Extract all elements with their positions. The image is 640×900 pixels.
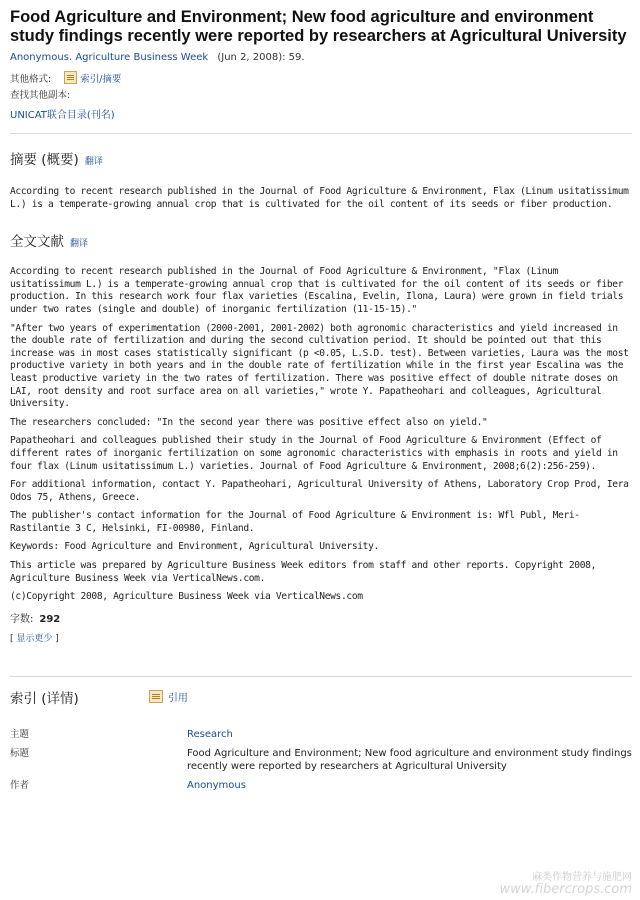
index-key: 作者 <box>10 779 30 791</box>
cite-icon <box>149 690 163 703</box>
divider <box>10 676 632 677</box>
watermark-url: www.fibercrops.com <box>499 882 632 897</box>
article-page <box>10 8 632 795</box>
fulltext-paragraph: The publisher's contact information for the Journal of Food Agriculture & Environment is: Wfl Publ, Meri-Rastilantie 3 C, Helsinki, FI-00980, Finland. <box>10 510 580 534</box>
unicat-link[interactable]: UNICAT联合目录(刊名) <box>10 110 115 121</box>
fulltext-paragraph: The researchers concluded: "In the second year there was positive effect also on yield." <box>10 416 488 428</box>
fulltext-translate-link[interactable]: 翻译 <box>70 239 89 250</box>
find-copy-label: 查找其他副本: <box>10 90 71 101</box>
date-page: (Jun 2, 2008): 59. <box>217 52 305 63</box>
fulltext-paragraph: Papatheohari and colleagues published their study in the Journal of Food Agriculture & Environment (Effect of different rates of inorganic fertilization on some agronomic characteristics with emphasis in roots and yield in four flax (Linum usitatissimum L.) varieties. Journal of Food Agriculture & Environment, 2008;6(2):256-259). <box>10 435 618 472</box>
word-count-label: 字数: <box>10 613 34 625</box>
author-link[interactable]: Anonymous <box>187 779 246 791</box>
cite-label: 引用 <box>167 693 188 705</box>
table-row <box>10 744 632 776</box>
abstract-translate-link[interactable]: 翻译 <box>84 157 103 167</box>
show-less-row <box>10 631 632 644</box>
fulltext-paragraph: This article was prepared by Agriculture Business Week editors from staff and other reports. Copyright 2008, Agriculture Business Week via VerticalNews.com. <box>10 560 597 584</box>
index-heading <box>10 687 632 707</box>
author-source-link[interactable]: Anonymous. Agriculture Business Week <box>10 52 209 63</box>
table-row <box>10 776 632 795</box>
article-title: Food Agriculture and Environment; New food agriculture and environment study findings recently were reported by researchers at Agricultural University <box>10 8 627 45</box>
watermark-cn: 麻类作物营养与施肥网 <box>532 872 632 883</box>
abstract-heading <box>10 148 632 168</box>
abstract-text: According to recent research published in the Journal of Food Agriculture & Environment, Flax (Linum usitatissimum L.) is a temperate-growing annual crop that is cultivated for the oil content of its seeds or fiber production. <box>10 186 629 210</box>
divider <box>10 133 632 134</box>
word-count-value: 292 <box>39 613 61 625</box>
word-count <box>10 610 632 625</box>
bracket-open: [ <box>10 633 14 644</box>
fulltext-paragraph: (c)Copyright 2008, Agriculture Business Week via VerticalNews.com <box>10 591 363 603</box>
table-row <box>10 725 632 744</box>
other-formats-label: 其他格式: <box>10 74 52 85</box>
fulltext-paragraph: For additional information, contact Y. Papatheohari, Agricultural University of Athens, Laboratory Crop Prod, Iera Odos 75, Athens, Greece. <box>10 479 629 503</box>
index-heading-text: 索引 (详情) <box>10 690 79 707</box>
fulltext-paragraph: "After two years of experimentation (2000-2001, 2001-2002) both agronomic characteristics and yield increased in the double rate of fertilization and during the second cultivation period. It should be pointed out that this increase was in most cases statistically significant (p <0.05, L.S.D. test). Between varieties, Laura was the most productive variety in both years and in the double rate of fertilization while in the first year Escalina was the least productive variety in the two rates of fertilization. There was positive effect of double nitrate doses on LAI, root density and root surface area on all varieties," wrote Y. Papatheohari and colleagues, Agricultural University. <box>10 322 629 410</box>
bracket-close: ] <box>55 633 59 644</box>
index-abstract-link[interactable]: 索引/摘要 <box>80 74 122 85</box>
fulltext-paragraph: Keywords: Food Agriculture and Environment, Agricultural University. <box>10 541 379 553</box>
fulltext-heading-text: 全文文献 <box>10 234 64 251</box>
subject-link[interactable]: Research <box>187 728 233 740</box>
index-key: 主题 <box>10 728 30 740</box>
show-less-link[interactable]: 显示更少 <box>16 633 53 644</box>
index-key: 标题 <box>10 747 30 759</box>
other-formats-row <box>10 71 632 88</box>
watermark <box>499 872 632 896</box>
cite-button[interactable] <box>149 689 188 704</box>
fulltext-paragraph: According to recent research published in the Journal of Food Agriculture & Environment, "Flax (Linum usitatissimum L.) is a temperate-growing annual crop that is cultivated for the oil content of its seeds or fiber production. In this research work four flax varieties (Escalina, Evelin, Ilona, Laura) were grown in field trials under two rates (single and double) of inorganic fertilization (11-15-15)." <box>10 266 624 315</box>
divider <box>10 219 632 220</box>
abstract-format-icon[interactable] <box>64 71 77 84</box>
abstract-heading-text: 摘要 (概要) <box>10 152 79 168</box>
fulltext-heading <box>10 230 632 250</box>
article-meta <box>10 50 632 65</box>
index-table <box>10 725 632 795</box>
index-title-value: Food Agriculture and Environment; New food agriculture and environment study findings recently were reported by researchers at Agricultural University <box>187 747 632 772</box>
